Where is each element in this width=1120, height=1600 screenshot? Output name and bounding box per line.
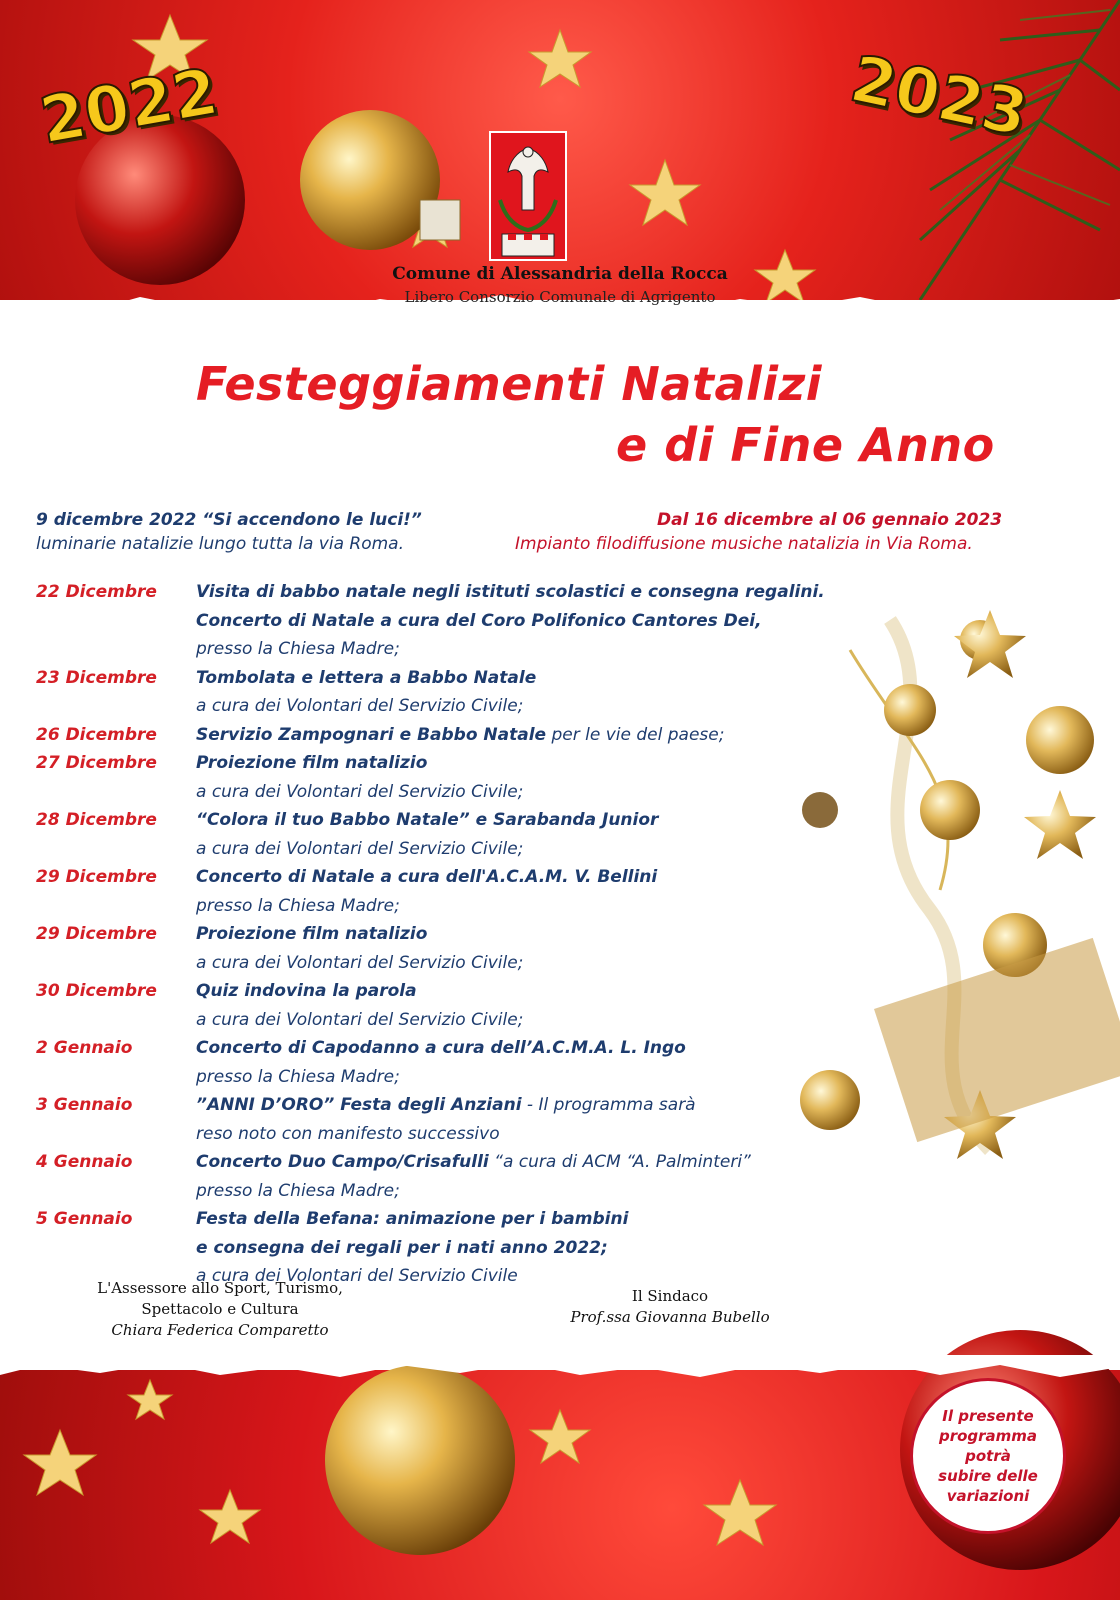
assessore-role-2: Spettacolo e Cultura xyxy=(141,1300,299,1318)
event-item xyxy=(36,1091,936,1148)
title-line-1: Festeggiamenti Natalizi xyxy=(196,357,823,411)
event-organizer: a cura dei Volontari del Servizio Civile; xyxy=(196,781,524,802)
event-description: Festa della Befana: animazione per i bambini xyxy=(196,1209,629,1229)
event-description: “Colora il tuo Babbo Natale” e Sarabanda Junior xyxy=(196,810,659,830)
comune-name: Comune di Alessandria della Rocca xyxy=(392,264,728,284)
intro-right-text: Impianto filodiffusione musiche natalizia in Via Roma. xyxy=(515,534,973,554)
event-date: 22 Dicembre xyxy=(36,582,157,602)
event-date: 3 Gennaio xyxy=(36,1095,133,1115)
star-icon xyxy=(529,30,591,87)
event-title: ”ANNI D’ORO” Festa degli Anziani xyxy=(196,1095,522,1115)
event-description xyxy=(196,1148,936,1177)
event-location: presso la Chiesa Madre; xyxy=(196,895,400,916)
event-date: 2 Gennaio xyxy=(36,1038,133,1058)
event-description: Quiz indovina la parola xyxy=(196,981,417,1001)
event-date: 29 Dicembre xyxy=(36,867,157,887)
intro-left-heading: 9 dicembre 2022 “Si accendono le luci!” xyxy=(36,510,422,530)
event-description: e consegna dei regali per i nati anno 2022; xyxy=(196,1237,608,1258)
intro-right xyxy=(515,508,1002,556)
event-date: 27 Dicembre xyxy=(36,753,157,773)
event-description xyxy=(196,1091,936,1120)
event-description: Visita di babbo natale negli istituti scolastici e consegna regalini. xyxy=(196,582,825,602)
assessore-role: L'Assessore allo Sport, Turismo, xyxy=(97,1279,343,1297)
event-date: 29 Dicembre xyxy=(36,924,157,944)
event-detail: per le vie del paese; xyxy=(546,724,725,745)
intro-left-text: luminarie natalizie lungo tutta la via Roma. xyxy=(36,534,404,554)
assessore-name: Chiara Federica Comparetto xyxy=(111,1321,329,1339)
torn-paper-edge xyxy=(0,1355,1120,1385)
event-title: Servizio Zampognari e Babbo Natale xyxy=(196,724,547,745)
event-item xyxy=(36,1148,936,1205)
star-icon xyxy=(704,1480,776,1545)
event-description: Tombolata e lettera a Babbo Natale xyxy=(196,667,537,688)
event-location: presso la Chiesa Madre; xyxy=(196,1180,400,1201)
event-detail: - Il programma sarà xyxy=(521,1095,696,1115)
star-icon xyxy=(200,1490,260,1543)
sindaco-role: Il Sindaco xyxy=(631,1287,709,1305)
event-title: Concerto Duo Campo/Crisafulli xyxy=(196,1152,489,1172)
sindaco-signature xyxy=(520,1286,820,1328)
event-date: 30 Dicembre xyxy=(36,981,157,1001)
event-item xyxy=(36,806,936,863)
star-icon xyxy=(24,1430,96,1495)
event-organizer: a cura dei Volontari del Servizio Civile; xyxy=(196,1009,524,1030)
event-item xyxy=(36,1034,936,1091)
event-item xyxy=(36,749,936,806)
event-date: 4 Gennaio xyxy=(36,1152,133,1172)
intro-right-heading: Dal 16 dicembre al 06 gennaio 2023 xyxy=(657,510,1003,530)
event-schedule xyxy=(36,578,936,1291)
star-icon xyxy=(630,160,700,225)
intro-left xyxy=(36,508,422,556)
event-item xyxy=(36,721,936,750)
event-note: reso noto con manifesto successivo xyxy=(196,1123,500,1144)
comune-subtitle: Libero Consorzio Comunale di Agrigento xyxy=(404,288,716,306)
coat-of-arms-icon xyxy=(488,130,568,262)
sindaco-name: Prof.ssa Giovanna Bubello xyxy=(570,1308,770,1326)
event-item xyxy=(36,664,936,721)
variation-notice-badge xyxy=(910,1378,1066,1534)
event-description: Proiezione film natalizio xyxy=(196,924,428,944)
event-organizer: a cura dei Volontari del Servizio Civile xyxy=(196,1266,518,1286)
event-organizer: a cura dei Volontari del Servizio Civile; xyxy=(196,838,524,859)
event-item xyxy=(36,920,936,977)
star-icon xyxy=(530,1410,590,1463)
event-date: 5 Gennaio xyxy=(36,1209,133,1229)
event-organizer: a cura dei Volontari del Servizio Civile; xyxy=(196,696,524,716)
event-date: 26 Dicembre xyxy=(36,724,157,745)
event-description: Concerto di Natale a cura dell'A.C.A.M. V. Bellini xyxy=(196,867,658,887)
event-description xyxy=(196,721,936,750)
event-location: presso la Chiesa Madre; xyxy=(196,639,400,659)
assessore-signature xyxy=(70,1278,370,1341)
event-detail: “a cura di ACM “A. Palminteri” xyxy=(488,1152,751,1172)
event-location: presso la Chiesa Madre; xyxy=(196,1066,400,1087)
variation-notice-text: Il presente programma potrà subire delle variazioni xyxy=(938,1407,1038,1505)
event-date: 28 Dicembre xyxy=(36,810,157,830)
year-2022: 2022 xyxy=(34,55,224,159)
event-item xyxy=(36,578,936,664)
year-2023: 2023 xyxy=(844,42,1034,152)
torn-paper-area xyxy=(0,300,1120,530)
event-date: 23 Dicembre xyxy=(36,667,157,688)
title-line-2: e di Fine Anno xyxy=(616,418,995,472)
event-item xyxy=(36,977,936,1034)
event-description: Proiezione film natalizio xyxy=(196,753,428,773)
event-organizer: a cura dei Volontari del Servizio Civile; xyxy=(196,952,524,973)
event-description: Concerto di Capodanno a cura dell’A.C.M.A. L. Ingo xyxy=(196,1038,686,1058)
event-item xyxy=(36,863,936,920)
star-icon xyxy=(128,1380,172,1419)
event-description: Concerto di Natale a cura del Coro Polifonico Cantores Dei, xyxy=(196,610,762,631)
